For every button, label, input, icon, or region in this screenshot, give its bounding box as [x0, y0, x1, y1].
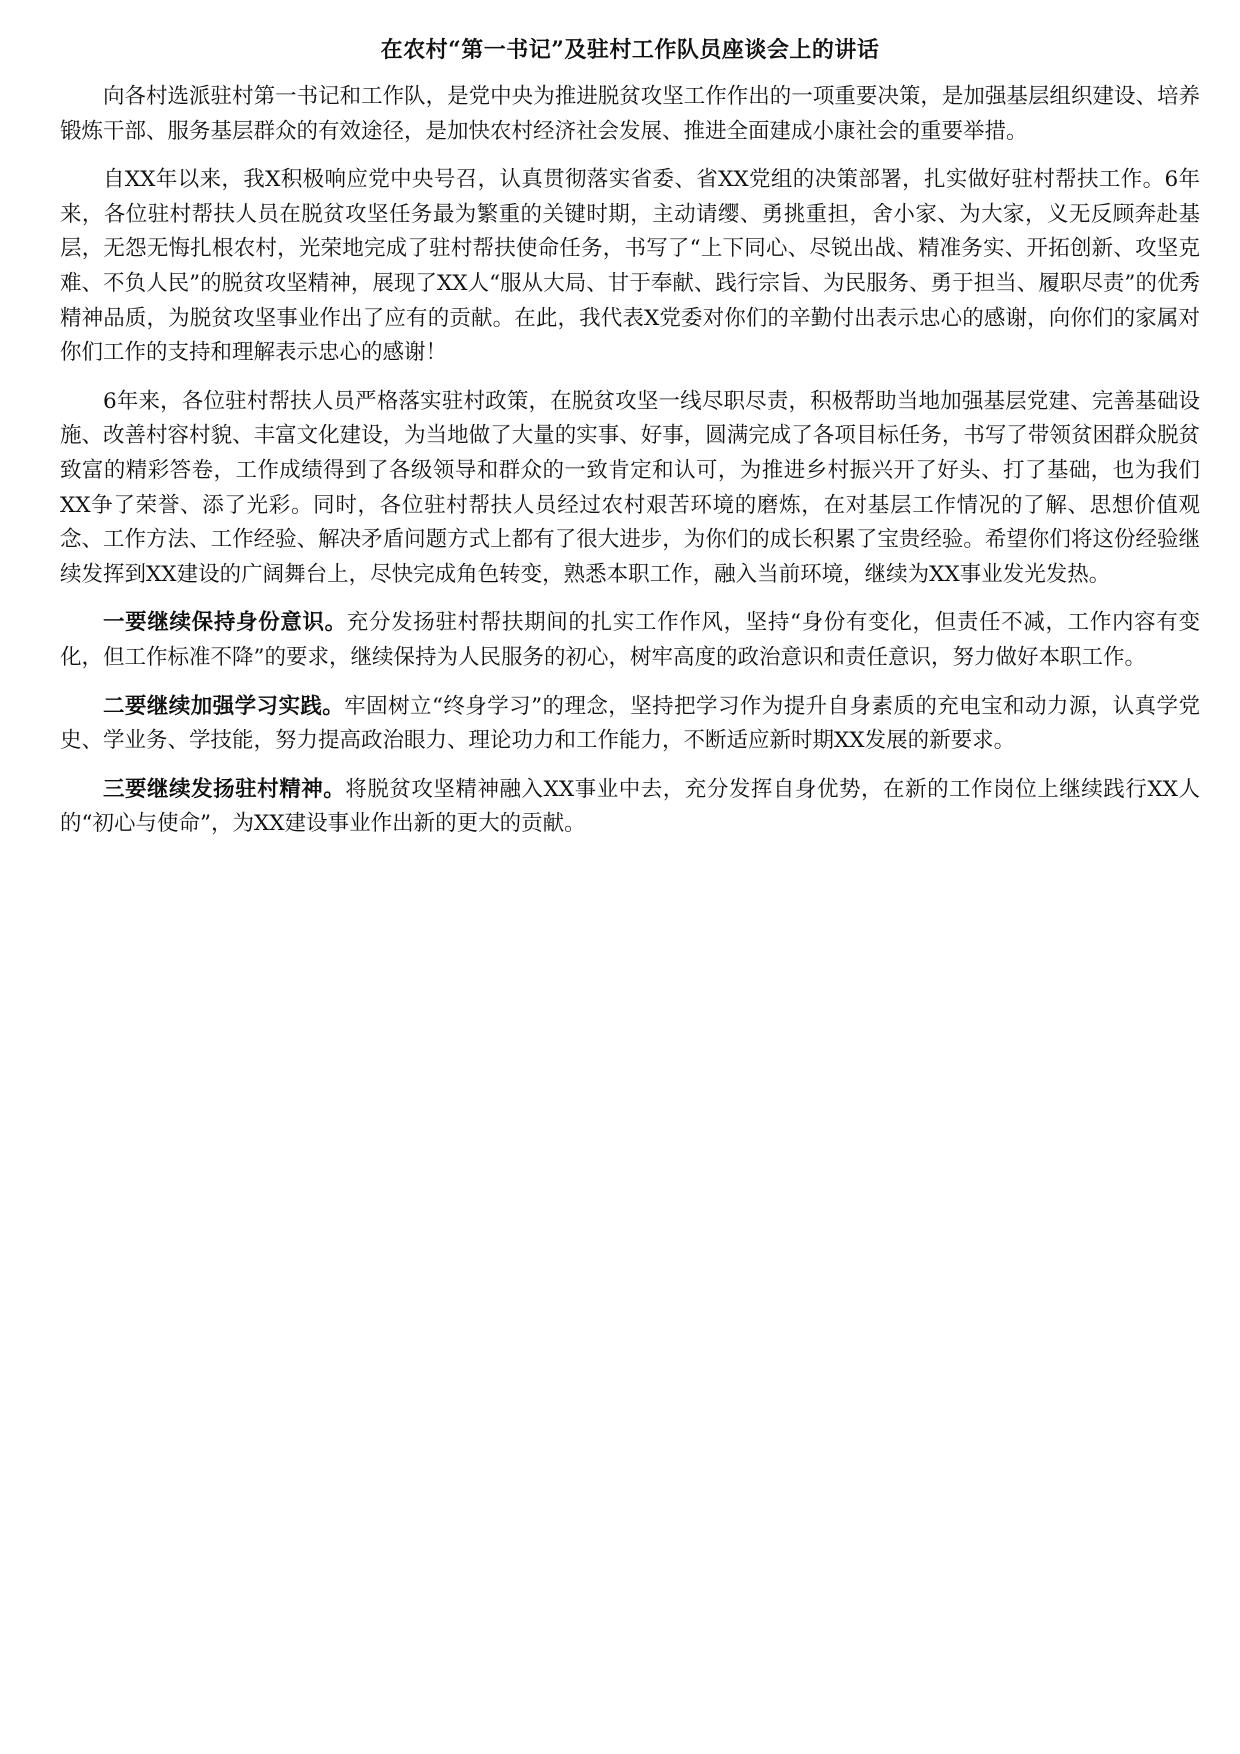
- paragraph-achievements: [60, 385, 1200, 593]
- paragraph-lead: 三要继续发扬驻村精神。: [103, 776, 346, 802]
- paragraph-lead: 二要继续加强学习实践。: [103, 693, 345, 719]
- document-title: 在农村“第一书记”及驻村工作队员座谈会上的讲话: [380, 37, 880, 63]
- paragraph-text: 将脱贫攻坚精神融入XX事业中去，充分发挥自身优势，在新的工作岗位上继续践行XX人的“初心与使命”，为XX建设事业作出新的更大的贡献。: [60, 776, 1200, 837]
- paragraph-text: 充分发扬驻村帮扶期间的扎实工作作风，坚持“身份有变化，但责任不减，工作内容有变化，但工作标准不降”的要求，继续保持为人民服务的初心，树牢高度的政治意识和责任意识，努力做好本职工作。: [60, 610, 1200, 670]
- paragraph-text: 自XX年以来，我X积极响应党中央号召，认真贯彻落实省委、省XX党组的决策部署，扎实做好驻村帮扶工作。6年来，各位驻村帮扶人员在脱贫攻坚任务最为繁重的关键时期，主动请缨、勇挑重担，舍小家、为大家，义无反顾奔赴基层，无怨无悔扎根农村，光荣地完成了驻村帮扶使命任务，书写了“上下同心、尽锐出战、精准务实、开拓创新、攻坚克难、不负人民”的脱贫攻坚精神，展现了XX人“服从大局、甘于奉献、践行宗旨、为民服务、勇于担当、履职尽责”的优秀精神品质，为脱贫攻坚事业作出了应有的贡献。在此，我代表X党委对你们的辛勤付出表示忠心的感谢，向你们的家属对你们工作的支持和理解表示忠心的感谢！: [60, 167, 1200, 366]
- paragraph-text: 向各村选派驻村第一书记和工作队，是党中央为推进脱贫攻坚工作作出的一项重要决策，是加强基层组织建设、培养锻炼干部、服务基层群众的有效途径，是加快农村经济社会发展、推进全面建成小康社会的重要举措。: [60, 84, 1200, 144]
- paragraph-point-one: [60, 606, 1200, 675]
- paragraph-text: 6年来，各位驻村帮扶人员严格落实驻村政策，在脱贫攻坚一线尽职尽责，积极帮助当地加强基层党建、完善基础设施、改善村容村貌、丰富文化建设，为当地做了大量的实事、好事，圆满完成了各项目标任务，书写了带领贫困群众脱贫致富的精彩答卷，工作成绩得到了各级领导和群众的一致肯定和认可，为推进乡村振兴开了好头、打了基础，也为我们XX争了荣誉、添了光彩。同时，各位驻村帮扶人员经过农村艰苦环境的磨炼，在对基层工作情况的了解、思想价值观念、工作方法、工作经验、解决矛盾问题方式上都有了很大进步，为你们的成长积累了宝贵经验。希望你们将这份经验继续发挥到XX建设的广阔舞台上，尽快完成角色转变，熟悉本职工作，融入当前环境，继续为XX事业发光发热。: [60, 388, 1200, 587]
- paragraph-point-three: [60, 773, 1200, 842]
- paragraph-history: [60, 163, 1200, 371]
- paragraph-text: 牢固树立“终身学习”的理念，坚持把学习作为提升自身素质的充电宝和动力源，认真学党史、学业务、学技能，努力提高政治眼力、理论功力和工作能力，不断适应新时期XX发展的新要求。: [60, 693, 1200, 754]
- document-page: [60, 30, 1200, 856]
- paragraph-lead: 一要继续保持身份意识。: [103, 610, 347, 636]
- paragraph-point-two: [60, 690, 1200, 759]
- paragraph-intro: [60, 80, 1200, 149]
